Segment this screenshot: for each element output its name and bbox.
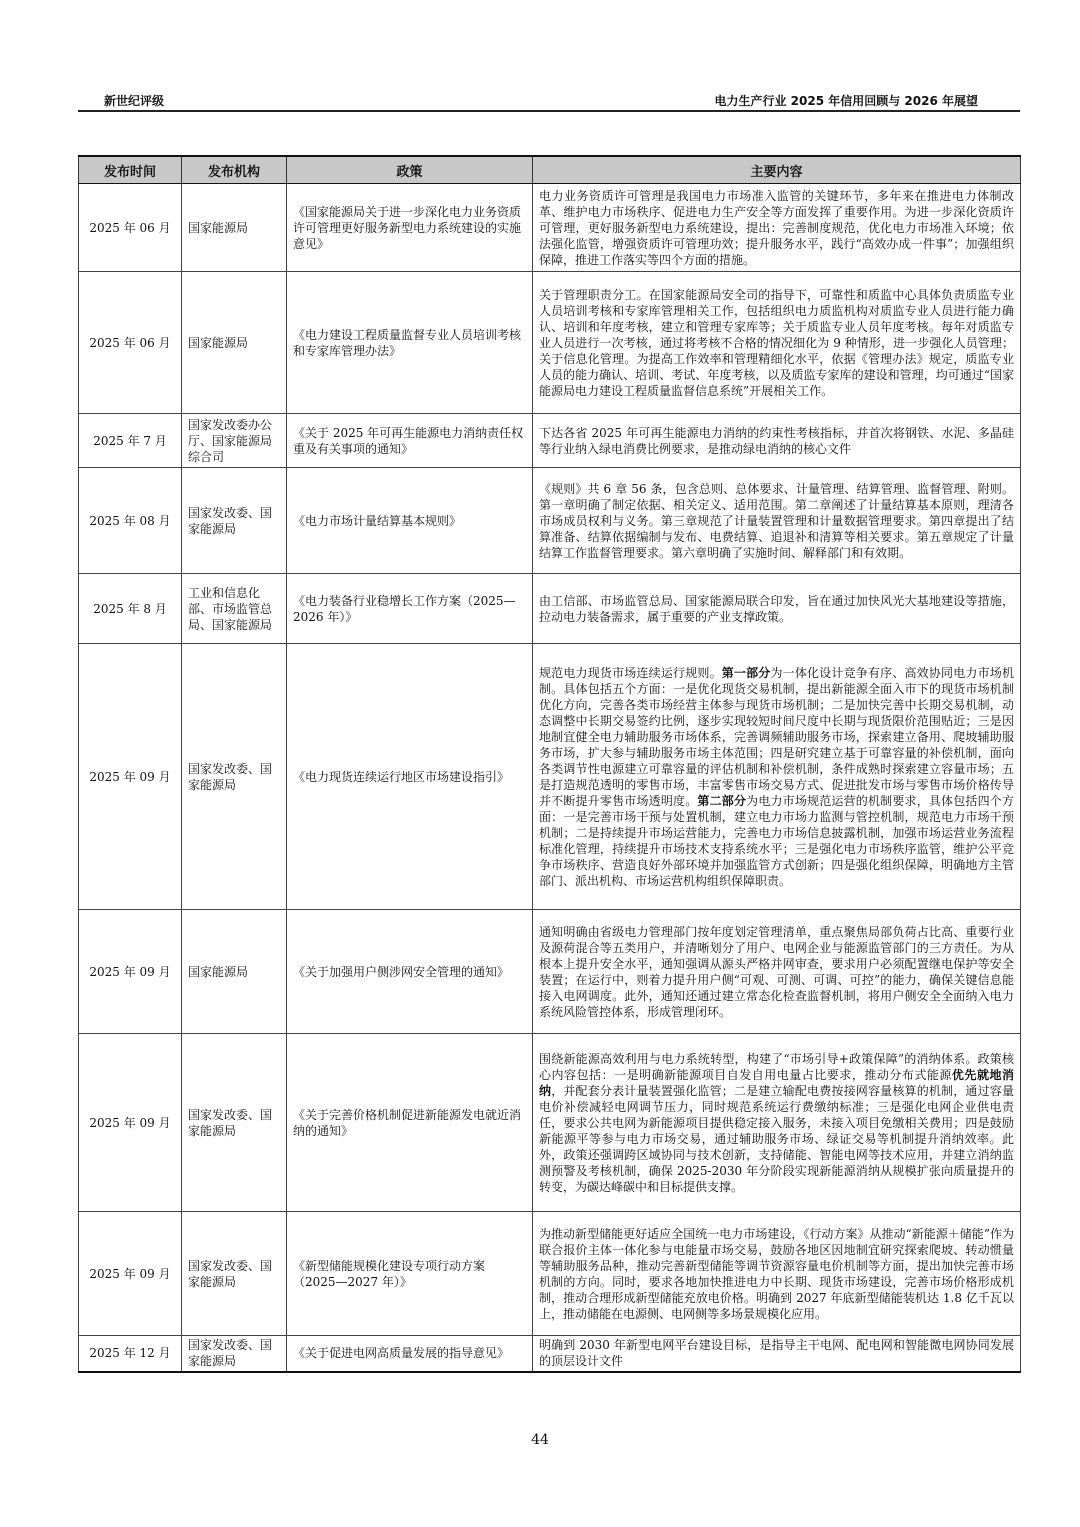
cell-time: 2025 年 06 月 — [79, 184, 182, 272]
cell-policy: 《关于促进电网高质量发展的指导意见》 — [287, 1336, 533, 1372]
cell-policy: 《电力装备行业稳增长工作方案（2025—2026 年）》 — [287, 574, 533, 644]
cell-policy: 《电力市场计量结算基本规则》 — [287, 468, 533, 574]
column-header-time: 发布时间 — [79, 156, 182, 184]
cell-org: 国家能源局 — [182, 184, 287, 272]
table-row — [79, 1336, 1021, 1372]
cell-content: 电力业务资质许可管理是我国电力市场准入监管的关键环节，多年来在推进电力体制改革、维护电力市场秩序、促进电力生产安全等方面发挥了重要作用。为进一步深化资质许可管理，更好服务新型电力系统建设，提出：完善制度规范，优化电力市场准入环境；依法强化监管，增强资质许可管理功效；提升服务水平，践行“高效办成一件事”；加强组织保障，推进工作落实等四个方面的措施。 — [533, 184, 1021, 272]
cell-time: 2025 年 09 月 — [79, 1212, 182, 1336]
cell-org: 国家发改委、国家能源局 — [182, 468, 287, 574]
cell-org: 国家发改委办公厅、国家能源局综合司 — [182, 414, 287, 468]
table-row — [79, 272, 1021, 414]
cell-content: 关于管理职责分工。在国家能源局安全司的指导下，可靠性和质监中心具体负责质监专业人员培训考核和专家库管理相关工作，包括组织电力质监机构对质监专业人员进行能力确认、培训和年度考核，建立和管理专家库等；关于质监专业人员年度考核。每年对质监专业人员进行一次考核，通过将考核不合格的情况细化为 9 种情形，进一步强化人员管理；关于信息化管理。为提高工作效率和管理精细化水平，依据《管理办法》规定，质监专业人员的能力确认、培训、考试、年度考核，以及质监专家库的建设和管理，均可通过“国家能源局电力建设工程质量监督信息系统”开展相关工作。 — [533, 272, 1021, 414]
page-number: 44 — [531, 1432, 549, 1448]
cell-policy: 《新型储能规模化建设专项行动方案（2025—2027 年）》 — [287, 1212, 533, 1336]
cell-time: 2025 年 12 月 — [79, 1336, 182, 1372]
cell-content: 为推动新型储能更好适应全国统一电力市场建设，《行动方案》从推动“新能源＋储能”作为联合报价主体一体化参与电能量市场交易，鼓励各地区因地制宜研究探索爬坡、转动惯量等辅助服务品种，推动完善新型储能等调节资源容量电价机制等方面，提出加快完善市场机制的方向。同时，要求各地加快推进电力中长期、现货市场建设，完善市场价格形成机制，推动合理形成新型储能充放电价格。明确到 2027 年底新型储能装机达 1.8 亿千瓦以上，推动储能在电源侧、电网侧等多场景规模化应用。 — [533, 1212, 1021, 1336]
content-part-two-label: 第二部分 — [697, 793, 747, 808]
cell-content — [533, 644, 1021, 910]
cell-org: 工业和信息化部、市场监管总局、国家能源局 — [182, 574, 287, 644]
cell-time: 2025 年 09 月 — [79, 910, 182, 1034]
cell-policy: 《关于 2025 年可再生能源电力消纳责任权重及有关事项的通知》 — [287, 414, 533, 468]
policy-table — [78, 155, 1021, 1373]
table-row — [79, 644, 1021, 910]
cell-content: 《规则》共 6 章 56 条，包含总则、总体要求、计量管理、结算管理、监督管理、附则。第一章明确了制定依据、相关定义、适用范围。第二章阐述了计量结算基本原则，理清各市场成员权利与义务。第三章规范了计量装置管理和计量数据管理要求。第四章提出了结算准备、结算依据编制与发布、电费结算、追退补和清算等相关要求。第五章规定了计量结算工作监督管理要求。第六章明确了实施时间、解释部门和有效期。 — [533, 468, 1021, 574]
cell-policy: 《国家能源局关于进一步深化电力业务资质许可管理更好服务新型电力系统建设的实施意见》 — [287, 184, 533, 272]
column-header-content: 主要内容 — [533, 156, 1021, 184]
header-org-name: 新世纪评级 — [104, 94, 165, 108]
cell-content: 通知明确由省级电力管理部门按年度划定管理清单，重点聚焦局部负荷占比高、重要行业及源荷混合等五类用户，并清晰划分了用户、电网企业与能源监管部门的三方责任。为从根本上提升安全水平，通知强调从源头严格并网审查，要求用户必须配置继电保护等安全装置；在运行中，则着力提升用户侧“可观、可测、可调、可控”的能力，确保关键信息能接入电网调度。此外，通知还通过建立常态化检查监督机制，将用户侧安全全面纳入电力系统风险管控体系，形成管理闭环。 — [533, 910, 1021, 1034]
content-part-two-text: 为电力市场规范运营的机制要求，具体包括四个方面：一是完善市场干预与处置机制，建立电力市场力监测与管控机制，规范电力市场干预机制；二是持续提升市场运营能力，完善电力市场信息披露机制，加强市场运营业务流程标准化管理，持续提升市场技术支持系统水平；三是强化电力市场秩序监管，维护公平竞争市场秩序、营造良好外部环境并加强监管方式创新；四是强化组织保障，明确地方主管部门、派出机构、市场运营机构组织保障职责。 — [539, 793, 1014, 888]
table-row — [79, 1034, 1021, 1212]
table-row — [79, 468, 1021, 574]
page-header — [78, 92, 1020, 112]
cell-policy: 《关于加强用户侧涉网安全管理的通知》 — [287, 910, 533, 1034]
content-part-one-label: 第一部分 — [721, 665, 771, 680]
content-rest: ，并配套分表计量装置强化监管；二是建立输配电费按接网容量核算的机制，通过容量电价补偿减轻电网调节压力，同时规范系统运行费缴纳标准；三是强化电网企业供电责任，要求公共电网为新能源项目提供稳定接入服务，未接入项目免缴相关费用；四是鼓励新能源平等参与电力市场交易，通过辅助服务市场、绿证交易等机制提升消纳效率。此外，政策还强调跨区域协同与技术创新，支持储能、智能电网等技术应用，并建立消纳监测预警及考核机制，确保 2025-2030 年分阶段实现新能源消纳从规模扩张向质量提升的转变，为碳达峰碳中和目标提供支撑。 — [539, 1083, 1014, 1194]
cell-time: 2025 年 09 月 — [79, 1034, 182, 1212]
cell-policy: 《电力建设工程质量监督专业人员培训考核和专家库管理办法》 — [287, 272, 533, 414]
cell-time: 2025 年 8 月 — [79, 574, 182, 644]
table-row — [79, 1212, 1021, 1336]
cell-content — [533, 1034, 1021, 1212]
cell-time: 2025 年 06 月 — [79, 272, 182, 414]
cell-time: 2025 年 7 月 — [79, 414, 182, 468]
cell-content: 由工信部、市场监管总局、国家能源局联合印发，旨在通过加快风光大基地建设等措施，拉动电力装备需求，属于重要的产业支撑政策。 — [533, 574, 1021, 644]
header-report-title: 电力生产行业 2025 年信用回顾与 2026 年展望 — [714, 94, 978, 108]
cell-content: 下达各省 2025 年可再生能源电力消纳的约束性考核指标，并首次将钢铁、水泥、多晶硅等行业纳入绿电消费比例要求，是推动绿电消纳的核心文件 — [533, 414, 1021, 468]
column-header-org: 发布机构 — [182, 156, 287, 184]
cell-time: 2025 年 09 月 — [79, 644, 182, 910]
cell-content: 明确到 2030 年新型电网平台建设目标，是指导主干电网、配电网和智能微电网协同发展的顶层设计文件 — [533, 1336, 1021, 1372]
cell-org: 国家发改委、国家能源局 — [182, 1212, 287, 1336]
table-row — [79, 184, 1021, 272]
content-intro: 规范电力现货市场连续运行规则。 — [539, 665, 722, 680]
cell-org: 国家能源局 — [182, 910, 287, 1034]
cell-org: 国家能源局 — [182, 272, 287, 414]
content-intro: 围绕新能源高效利用与电力系统转型，构建了“市场引导+政策保障”的消纳体系。政策核心内容包括：一是明确新能源项目自发自用电量占比要求，推动分布式能源 — [539, 1051, 1014, 1082]
content-part-one-text: 为一体化设计竞争有序、高效协同电力市场机制。具体包括五个方面：一是优化现货交易机制，提出新能源全面入市下的现货市场机制优化方向，完善各类市场经营主体参与现货市场机制；二是加快完善中长期交易机制，动态调整中长期交易签约比例，逐步实现较短时间尺度中长期与现货限价范围贴近；三是因地制宜健全电力辅助服务市场体系，完善调频辅助服务市场，探索建立备用、爬坡辅助服务市场，扩大参与辅助服务市场主体范围；四是研究建立基于可靠容量的补偿机制，面向各类调节性电源建立可靠容量的评估机制和补偿机制，条件成熟时探索建立容量市场；五是打造规范透明的零售市场，丰富零售市场交易方式、促进批发市场与零售市场价格传导并不断提升零售市场透明度。 — [539, 665, 1014, 808]
cell-org: 国家发改委、国家能源局 — [182, 644, 287, 910]
table-row — [79, 414, 1021, 468]
table-row — [79, 910, 1021, 1034]
cell-time: 2025 年 08 月 — [79, 468, 182, 574]
cell-policy: 《电力现货连续运行地区市场建设指引》 — [287, 644, 533, 910]
column-header-policy: 政策 — [287, 156, 533, 184]
cell-org: 国家发改委、国家能源局 — [182, 1336, 287, 1372]
content-highlight: 优先就地消纳 — [539, 1067, 1014, 1098]
cell-policy: 《关于完善价格机制促进新能源发电就近消纳的通知》 — [287, 1034, 533, 1212]
cell-org: 国家发改委、国家能源局 — [182, 1034, 287, 1212]
table-row — [79, 574, 1021, 644]
table-header-row — [79, 156, 1021, 184]
